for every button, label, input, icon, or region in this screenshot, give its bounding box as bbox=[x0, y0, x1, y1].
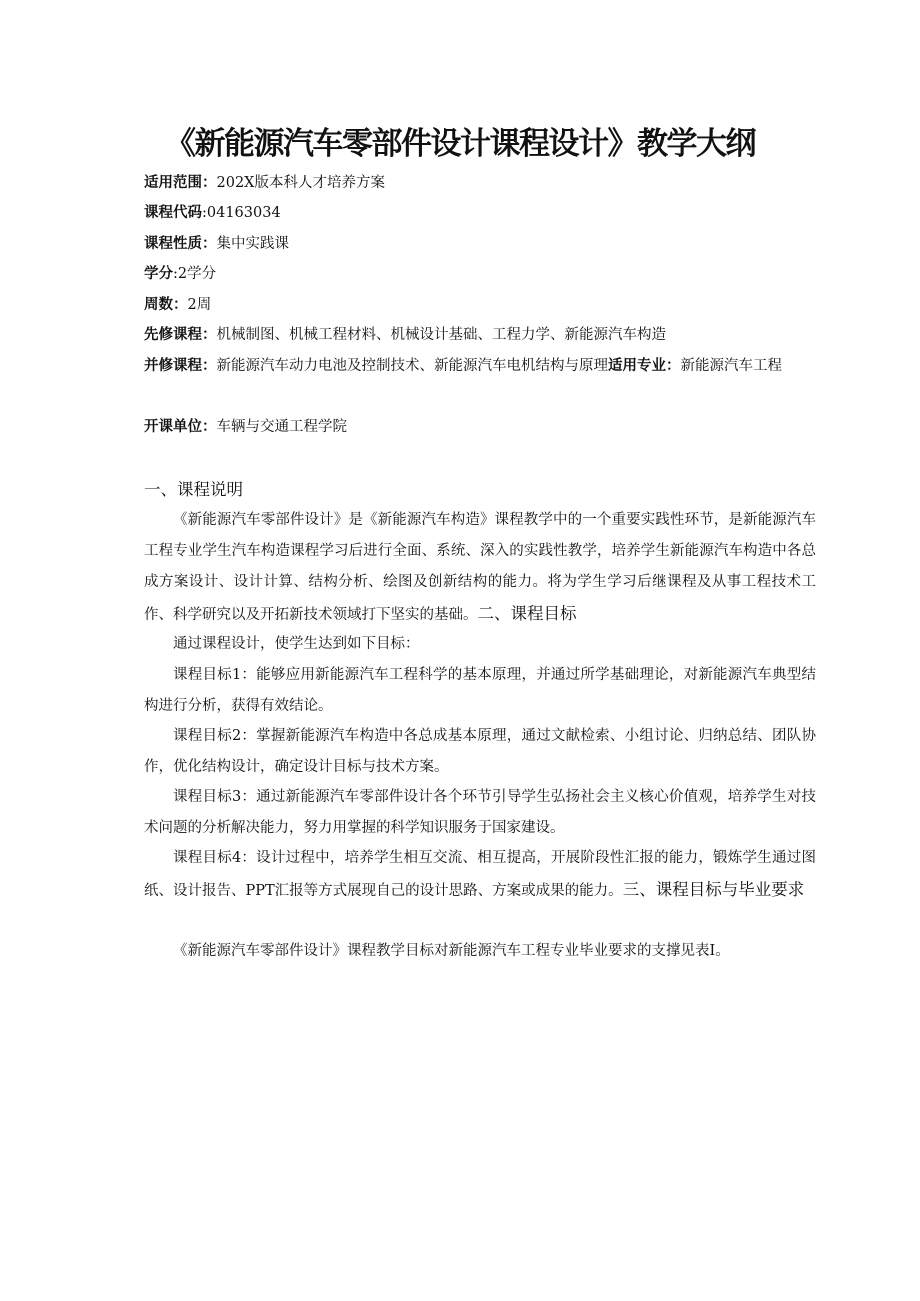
meta-coreq-value: 新能源汽车动力电池及控制技术、新能源汽车电机结构与原理 bbox=[216, 358, 608, 374]
meta-credit-value: :2学分 bbox=[173, 266, 217, 282]
meta-weeks-label: 周数： bbox=[144, 297, 188, 313]
meta-nature bbox=[144, 229, 289, 260]
meta-code-value: :04163034 bbox=[202, 205, 281, 221]
goal-4: 课程目标4：设计过程中，培养学生相互交流、相互提高，开展阶段性汇报的能力，锻炼学生通过图纸、设计报告、PPT汇报等方式展现自己的设计思路、方案或成果的能力。 bbox=[144, 850, 816, 899]
meta-weeks bbox=[144, 290, 211, 321]
meta-dept-label: 开课单位： bbox=[144, 419, 217, 435]
meta-scope bbox=[144, 168, 385, 199]
goal-4-paragraph bbox=[144, 843, 816, 907]
meta-prereq bbox=[144, 320, 666, 351]
meta-nature-label: 课程性质： bbox=[144, 236, 217, 252]
section3-paragraph: 《新能源汽车零部件设计》课程教学目标对新能源汽车工程专业毕业要求的支撑见表I。 bbox=[173, 943, 730, 959]
meta-coreq bbox=[144, 351, 816, 382]
meta-major-value: 新能源汽车工程 bbox=[680, 358, 782, 374]
goal-3: 课程目标3：通过新能源汽车零部件设计各个环节引导学生弘扬社会主义核心价值观，培养学生对技术问题的分析解决能力，努力用掌握的科学知识服务于国家建设。 bbox=[144, 789, 816, 836]
section1-heading: 一、课程说明 bbox=[144, 480, 243, 499]
meta-dept bbox=[144, 412, 347, 443]
section1-paragraph bbox=[144, 505, 816, 631]
meta-credit bbox=[144, 259, 216, 290]
meta-prereq-label: 先修课程： bbox=[144, 327, 217, 343]
meta-coreq-label: 并修课程： bbox=[144, 358, 217, 374]
meta-dept-value: 车辆与交通工程学院 bbox=[216, 419, 347, 435]
section2-intro: 通过课程设计，使学生达到如下目标： bbox=[173, 636, 420, 652]
meta-nature-value: 集中实践课 bbox=[216, 236, 289, 252]
section3-heading: 三、课程目标与毕业要求 bbox=[622, 880, 805, 899]
meta-scope-label: 适用范围： bbox=[144, 175, 217, 191]
meta-prereq-value: 机械制图、机械工程材料、机械设计基础、工程力学、新能源汽车构造 bbox=[216, 327, 666, 343]
meta-credit-label: 学分 bbox=[144, 266, 173, 282]
meta-weeks-value: 2周 bbox=[187, 297, 212, 313]
meta-code bbox=[144, 198, 281, 229]
page-title: 《新能源汽车零部件设计课程设计》教学大纲 bbox=[165, 126, 755, 162]
goal-1: 课程目标1：能够应用新能源汽车工程科学的基本原理，并通过所学基础理论，对新能源汽车典型结构进行分析，获得有效结论。 bbox=[144, 667, 816, 714]
meta-scope-value: 202X版本科人才培养方案 bbox=[216, 175, 385, 191]
section2-heading: 二、课程目标 bbox=[477, 604, 577, 623]
goal-2: 课程目标2：掌握新能源汽车构造中各总成基本原理，通过文献检索、小组讨论、归纳总结、团队协作，优化结构设计，确定设计目标与技术方案。 bbox=[144, 728, 816, 775]
meta-code-label: 课程代码 bbox=[144, 205, 202, 221]
section1-text: 《新能源汽车零部件设计》是《新能源汽车构造》课程教学中的一个重要实践性环节，是新能源汽车工程专业学生汽车构造课程学习后进行全面、系统、深入的实践性教学，培养学生新能源汽车构造中各总成方案设计、设计计算、结构分析、绘图及创新结构的能力。将为学生学习后继课程及从事工程技术工作、科学研究以及开拓新技术领域打下坚实的基础。 bbox=[144, 512, 816, 623]
meta-major-label: 适用专业： bbox=[608, 358, 681, 374]
